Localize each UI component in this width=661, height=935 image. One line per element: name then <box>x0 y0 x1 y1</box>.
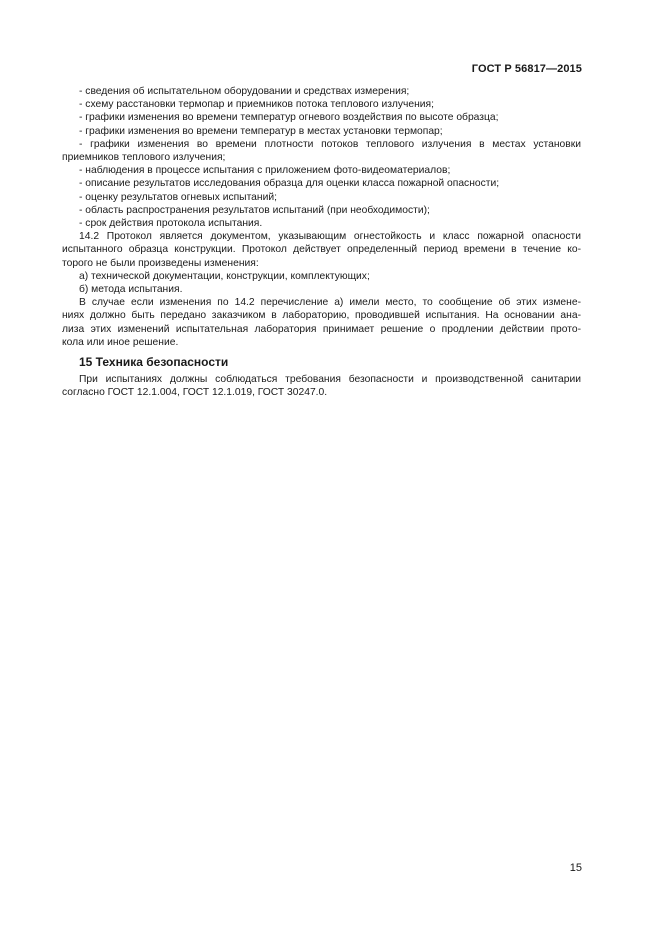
list-item: - схему расстановки термопар и приемников потока теплового излучения; <box>79 99 434 111</box>
list-item: - область распространения результатов испытаний (при необходимости); <box>79 204 430 216</box>
list-item: - графики изменения во времени температур огневого воздействия по высоте образца; <box>79 112 499 124</box>
list-item-line: - графики изменения во времени плотности потоков теплового излучения в местах установки <box>79 138 581 150</box>
page-number: 15 <box>569 862 582 874</box>
clause-14-2-line: 14.2 Протокол является документом, указывающим огнестойкость и класс пожарной опасности <box>79 231 581 243</box>
list-item: а) технической документации, конструкции, комплектующих; <box>79 270 370 282</box>
changes-paragraph-line: В случае если изменения по 14.2 перечисление а) имели место, то сообщение об этих измене- <box>79 297 581 309</box>
list-item: - наблюдения в процессе испытания с приложением фото-видеоматериалов; <box>79 165 451 177</box>
section-paragraph-line: При испытаниях должны соблюдаться требования безопасности и производственной санитарии <box>79 374 581 386</box>
changes-paragraph-line: кола или иное решение. <box>62 336 179 348</box>
list-item: - графики изменения во времени температур в местах установки термопар; <box>79 125 443 137</box>
clause-14-2-line: испытанного образца конструкции. Протокол действует определенный период времени в течение ко- <box>62 244 581 256</box>
list-item: - сведения об испытательном оборудовании и средствах измерения; <box>79 86 410 97</box>
document-id-header: ГОСТ Р 56817—2015 <box>471 63 582 75</box>
list-item: б) метода испытания. <box>79 284 183 296</box>
list-item-line: приемников теплового излучения; <box>62 152 226 164</box>
changes-paragraph-line: лиза этих изменений испытательная лаборатория принимает решение о продлении действии прото- <box>62 323 581 335</box>
section-paragraph-line: согласно ГОСТ 12.1.004, ГОСТ 12.1.019, ГОСТ 30247.0. <box>62 387 328 399</box>
list-item: - оценку результатов огневых испытаний; <box>79 191 277 203</box>
document-body <box>62 85 581 400</box>
list-item: - описание результатов исследования образца для оценки класса пожарной опасности; <box>79 178 500 190</box>
list-item: - срок действия протокола испытания. <box>79 218 263 230</box>
clause-14-2-line: торого не были произведены изменения: <box>62 257 259 269</box>
changes-paragraph-line: ниях должно быть передано заказчиком в лабораторию, проводившей испытания. На основании ана- <box>62 310 581 322</box>
section-heading: 15 Техника безопасности <box>79 355 229 370</box>
